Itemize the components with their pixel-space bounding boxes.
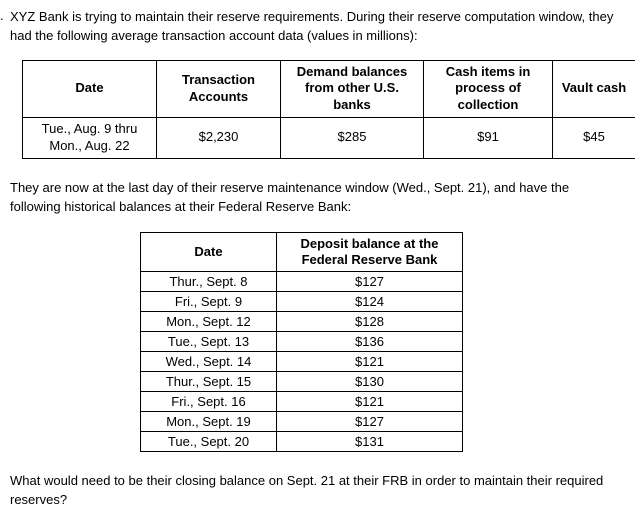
table-row — [141, 312, 463, 332]
cell-balance: $130 — [277, 372, 463, 392]
cell-balance: $128 — [277, 312, 463, 332]
cell-date: Mon., Sept. 12 — [141, 312, 277, 332]
frb-balances-table — [140, 232, 463, 452]
header-transaction-accounts: Transaction Accounts — [157, 60, 281, 117]
cell-balance: $127 — [277, 412, 463, 432]
cell-date: Wed., Sept. 14 — [141, 352, 277, 372]
table-row — [141, 352, 463, 372]
header-date: Date — [141, 233, 277, 272]
cell-balance: $127 — [277, 272, 463, 292]
cell-balance: $131 — [277, 432, 463, 452]
cell-date: Tue., Sept. 13 — [141, 332, 277, 352]
table-row — [141, 272, 463, 292]
header-cash-items: Cash items in process of collection — [424, 60, 553, 117]
maintenance-window-paragraph: They are now at the last day of their reserve maintenance window (Wed., Sept. 21), and have the following historical balances at their Federal Reserve Bank: — [10, 179, 570, 214]
cell-balance: $121 — [277, 352, 463, 372]
header-vault-cash: Vault cash — [553, 60, 635, 117]
cell-cash-items: $91 — [424, 117, 553, 158]
table-row — [141, 332, 463, 352]
cell-date: Mon., Sept. 19 — [141, 412, 277, 432]
table-row — [141, 392, 463, 412]
cell-balance: $124 — [277, 292, 463, 312]
table-header-row — [141, 233, 463, 272]
table-row — [141, 412, 463, 432]
cell-transaction-accounts: $2,230 — [157, 117, 281, 158]
table-header-row — [23, 60, 635, 117]
header-date: Date — [23, 60, 157, 117]
table-row — [141, 372, 463, 392]
cell-date-range: Tue., Aug. 9 thru Mon., Aug. 22 — [23, 117, 157, 158]
question-text: What would need to be their closing balance on Sept. 21 at their FRB in order to maintain their required reserves? — [10, 473, 604, 508]
cell-date: Fri., Sept. 9 — [141, 292, 277, 312]
cell-demand-balances: $285 — [281, 117, 424, 158]
table-row — [23, 117, 635, 158]
header-demand-balances: Demand balances from other U.S. banks — [281, 60, 424, 117]
list-item-marker: . — [0, 8, 4, 23]
cell-balance: $121 — [277, 392, 463, 412]
cell-date: Tue., Sept. 20 — [141, 432, 277, 452]
intro-text: XYZ Bank is trying to maintain their reserve requirements. During their reserve computation window, they had the following average transaction account data (values in millions): — [10, 9, 614, 43]
cell-vault-cash: $45 — [553, 117, 635, 158]
cell-date: Fri., Sept. 16 — [141, 392, 277, 412]
cell-balance: $136 — [277, 332, 463, 352]
table-row — [141, 432, 463, 452]
cell-date: Thur., Sept. 8 — [141, 272, 277, 292]
header-deposit-balance: Deposit balance at the Federal Reserve Bank — [277, 233, 463, 272]
reserve-computation-table — [22, 60, 635, 159]
cell-date: Thur., Sept. 15 — [141, 372, 277, 392]
table-row — [141, 292, 463, 312]
intro-paragraph — [0, 8, 621, 46]
